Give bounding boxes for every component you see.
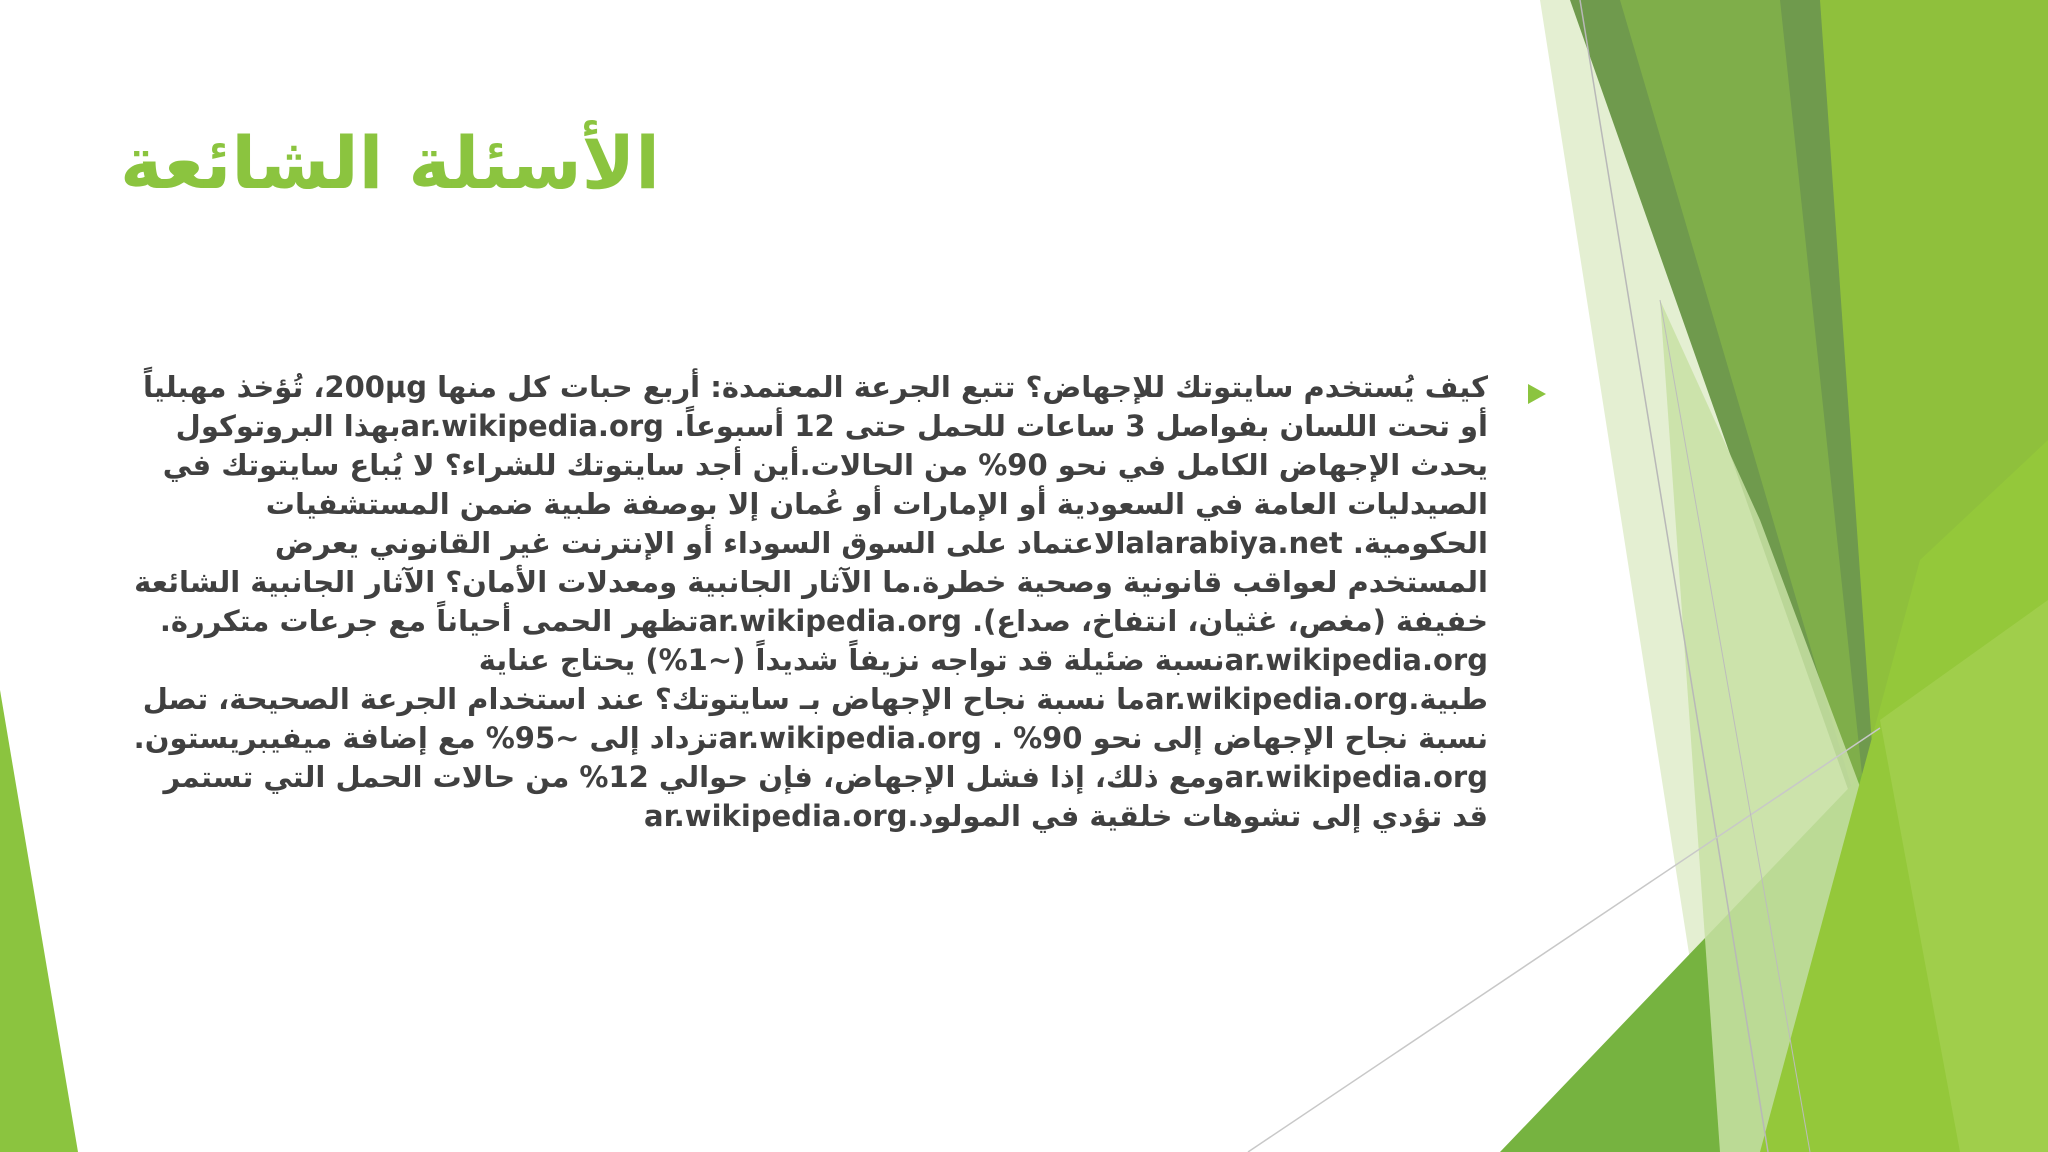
slide-content [128, 368, 1488, 968]
decor-shape-left-sliver [0, 690, 78, 1152]
slide-title: الأسئلة الشائعة [120, 121, 660, 205]
triangle-bullet-icon [1520, 378, 1552, 410]
faq-paragraph: كيف يُستخدم سايتوتك للإجهاض؟ تتبع الجرعة المعتمدة: أربع حبات كل منها 200µg، تُؤخذ مهبلياً أو تحت اللسان بفواصل 3 ساعات للحمل حتى 12 أسبوعاً. ar.wikipedia.orgبهذا البروتوكول يحدث الإجهاض الكامل في نحو 90% من الحالات.أين أجد سايتوتك للشراء؟ لا يُباع سايتوتك في الصيدليات العامة في السعودية أو الإمارات أو عُمان إلا بوصفة طبية ضمن المستشفيات الحكومية. alarabiya.netالاعتماد على السوق السوداء أو الإنترنت غير القانوني يعرض المستخدم لعواقب قانونية وصحية خطرة.ما الآثار الجانبية ومعدلات الأمان؟ الآثار الجانبية الشائعة خفيفة (مغص، غثيان، انتفاخ، صداع). ar.wikipedia.orgتظهر الحمى أحياناً مع جرعات متكررة. ar.wikipedia.orgنسبة ضئيلة قد تواجه نزيفاً شديداً (~1%) يحتاج عناية طبية.ar.wikipedia.orgما نسبة نجاح الإجهاض بـ سايتوتك؟ عند استخدام الجرعة الصحيحة، تصل نسبة نجاح الإجهاض إلى نحو 90% . ar.wikipedia.orgتزداد إلى ~95% مع إضافة ميفيبريستون. ar.wikipedia.orgومع ذلك، إذا فشل الإجهاض، فإن حوالي 12% من حالات الحمل التي تستمر قد تؤدي إلى تشوهات خلقية في المولود.ar.wikipedia.org [133, 370, 1488, 833]
